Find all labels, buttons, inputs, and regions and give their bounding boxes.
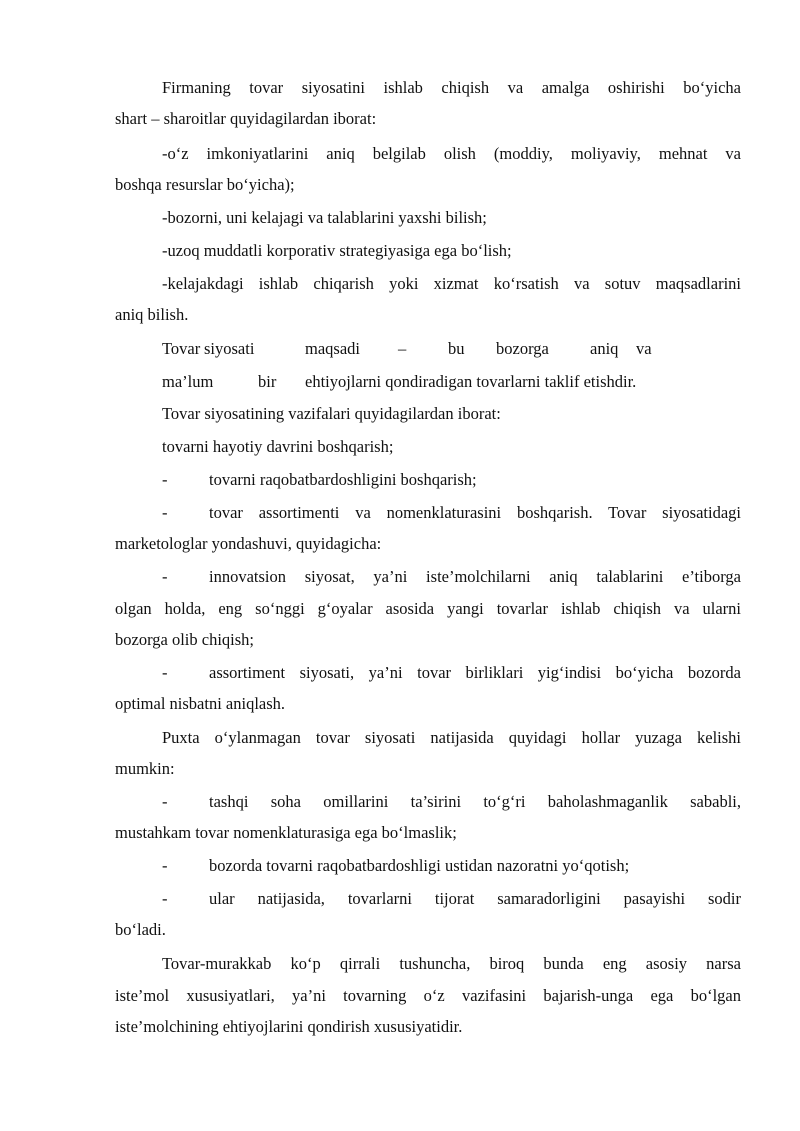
list-item-text: ular natijasida, tovarlarni tijorat samaradorligini pasayishi sodir (209, 889, 741, 908)
list-item-text: innovatsion siyosat, ya’ni iste’molchilarni aniq talablarini e’tiborga (209, 567, 741, 586)
word: bu (448, 339, 465, 358)
word: ma’lum (162, 372, 214, 391)
paragraph-line: mustahkam tovar nomenklaturasiga ega bo‘lmaslik; (115, 823, 457, 842)
list-dash: - (162, 567, 168, 586)
paragraph-line: marketologlar yondashuvi, quyidagicha: (115, 534, 382, 553)
list-dash: - (162, 663, 168, 682)
paragraph-line: Puxta o‘ylanmagan tovar siyosati natijasida quyidagi hollar yuzaga kelishi (162, 728, 741, 747)
list-dash: - (162, 503, 168, 522)
list-dash: - (162, 792, 168, 811)
list-dash: - (162, 856, 168, 875)
word: siyosati (204, 339, 255, 358)
paragraph-line: -uzoq muddatli korporativ strategiyasiga ega bo‘lish; (162, 241, 512, 260)
paragraph-line: -bozorni, uni kelajagi va talablarini yaxshi bilish; (162, 208, 487, 227)
paragraph-line: olgan holda, eng so‘nggi g‘oyalar asosida yangi tovarlar ishlab chiqish va ularni (115, 599, 741, 618)
paragraph-line: bozorga olib chiqish; (115, 630, 255, 649)
list-item-text: tovarni raqobatbardoshligini boshqarish; (209, 470, 477, 489)
paragraph-line: bo‘ladi. (115, 920, 166, 939)
paragraph-line: shart – sharoitlar quyidagilardan iborat: (115, 109, 377, 128)
paragraph-line: aniq bilish. (115, 305, 189, 324)
paragraph-line: Firmaning tovar siyosatini ishlab chiqish va amalga oshirishi bo‘yicha (162, 78, 741, 97)
word: ehtiyojlarni qondiradigan tovarlarni taklif etishdir. (305, 372, 637, 391)
paragraph-line: iste’molchining ehtiyojlarini qondirish xususiyatidir. (115, 1017, 463, 1036)
paragraph-line: Tovar-murakkab ko‘p qirrali tushuncha, biroq bunda eng asosiy narsa (162, 954, 741, 973)
word: aniq (590, 339, 619, 358)
list-item-text: tovar assortimenti va nomenklaturasini boshqarish. Tovar siyosatidagi (209, 503, 741, 522)
word: maqsadi (305, 339, 360, 358)
paragraph-line: -o‘z imkoniyatlarini aniq belgilab olish (moddiy, moliyaviy, mehnat va (162, 144, 741, 163)
word: Tovar (162, 339, 201, 358)
list-item-text: tashqi soha omillarini ta’sirini to‘g‘ri baholashmaganlik sababli, (209, 792, 741, 811)
list-dash: - (162, 470, 168, 489)
list-item-text: assortiment siyosati, ya’ni tovar birliklari yig‘indisi bo‘yicha bozorda (209, 663, 741, 682)
word: bozorga (496, 339, 549, 358)
paragraph-line: -kelajakdagi ishlab chiqarish yoki xizmat ko‘rsatish va sotuv maqsadlarini (162, 274, 741, 293)
list-dash: - (162, 889, 168, 908)
word: – (398, 339, 407, 358)
paragraph-line: optimal nisbatni aniqlash. (115, 694, 286, 713)
word: va (636, 339, 652, 358)
word: bir (258, 372, 277, 391)
paragraph-line: Tovar siyosatining vazifalari quyidagilardan iborat: (162, 404, 501, 423)
paragraph-line: tovarni hayotiy davrini boshqarish; (162, 437, 394, 456)
paragraph-line: mumkin: (115, 759, 175, 778)
list-item-text: bozorda tovarni raqobatbardoshligi ustidan nazoratni yo‘qotish; (209, 856, 630, 875)
paragraph-line: boshqa resurslar bo‘yicha); (115, 175, 295, 194)
paragraph-line: iste’mol xususiyatlari, ya’ni tovarning o‘z vazifasini bajarish-unga ega bo‘lgan (115, 986, 741, 1005)
